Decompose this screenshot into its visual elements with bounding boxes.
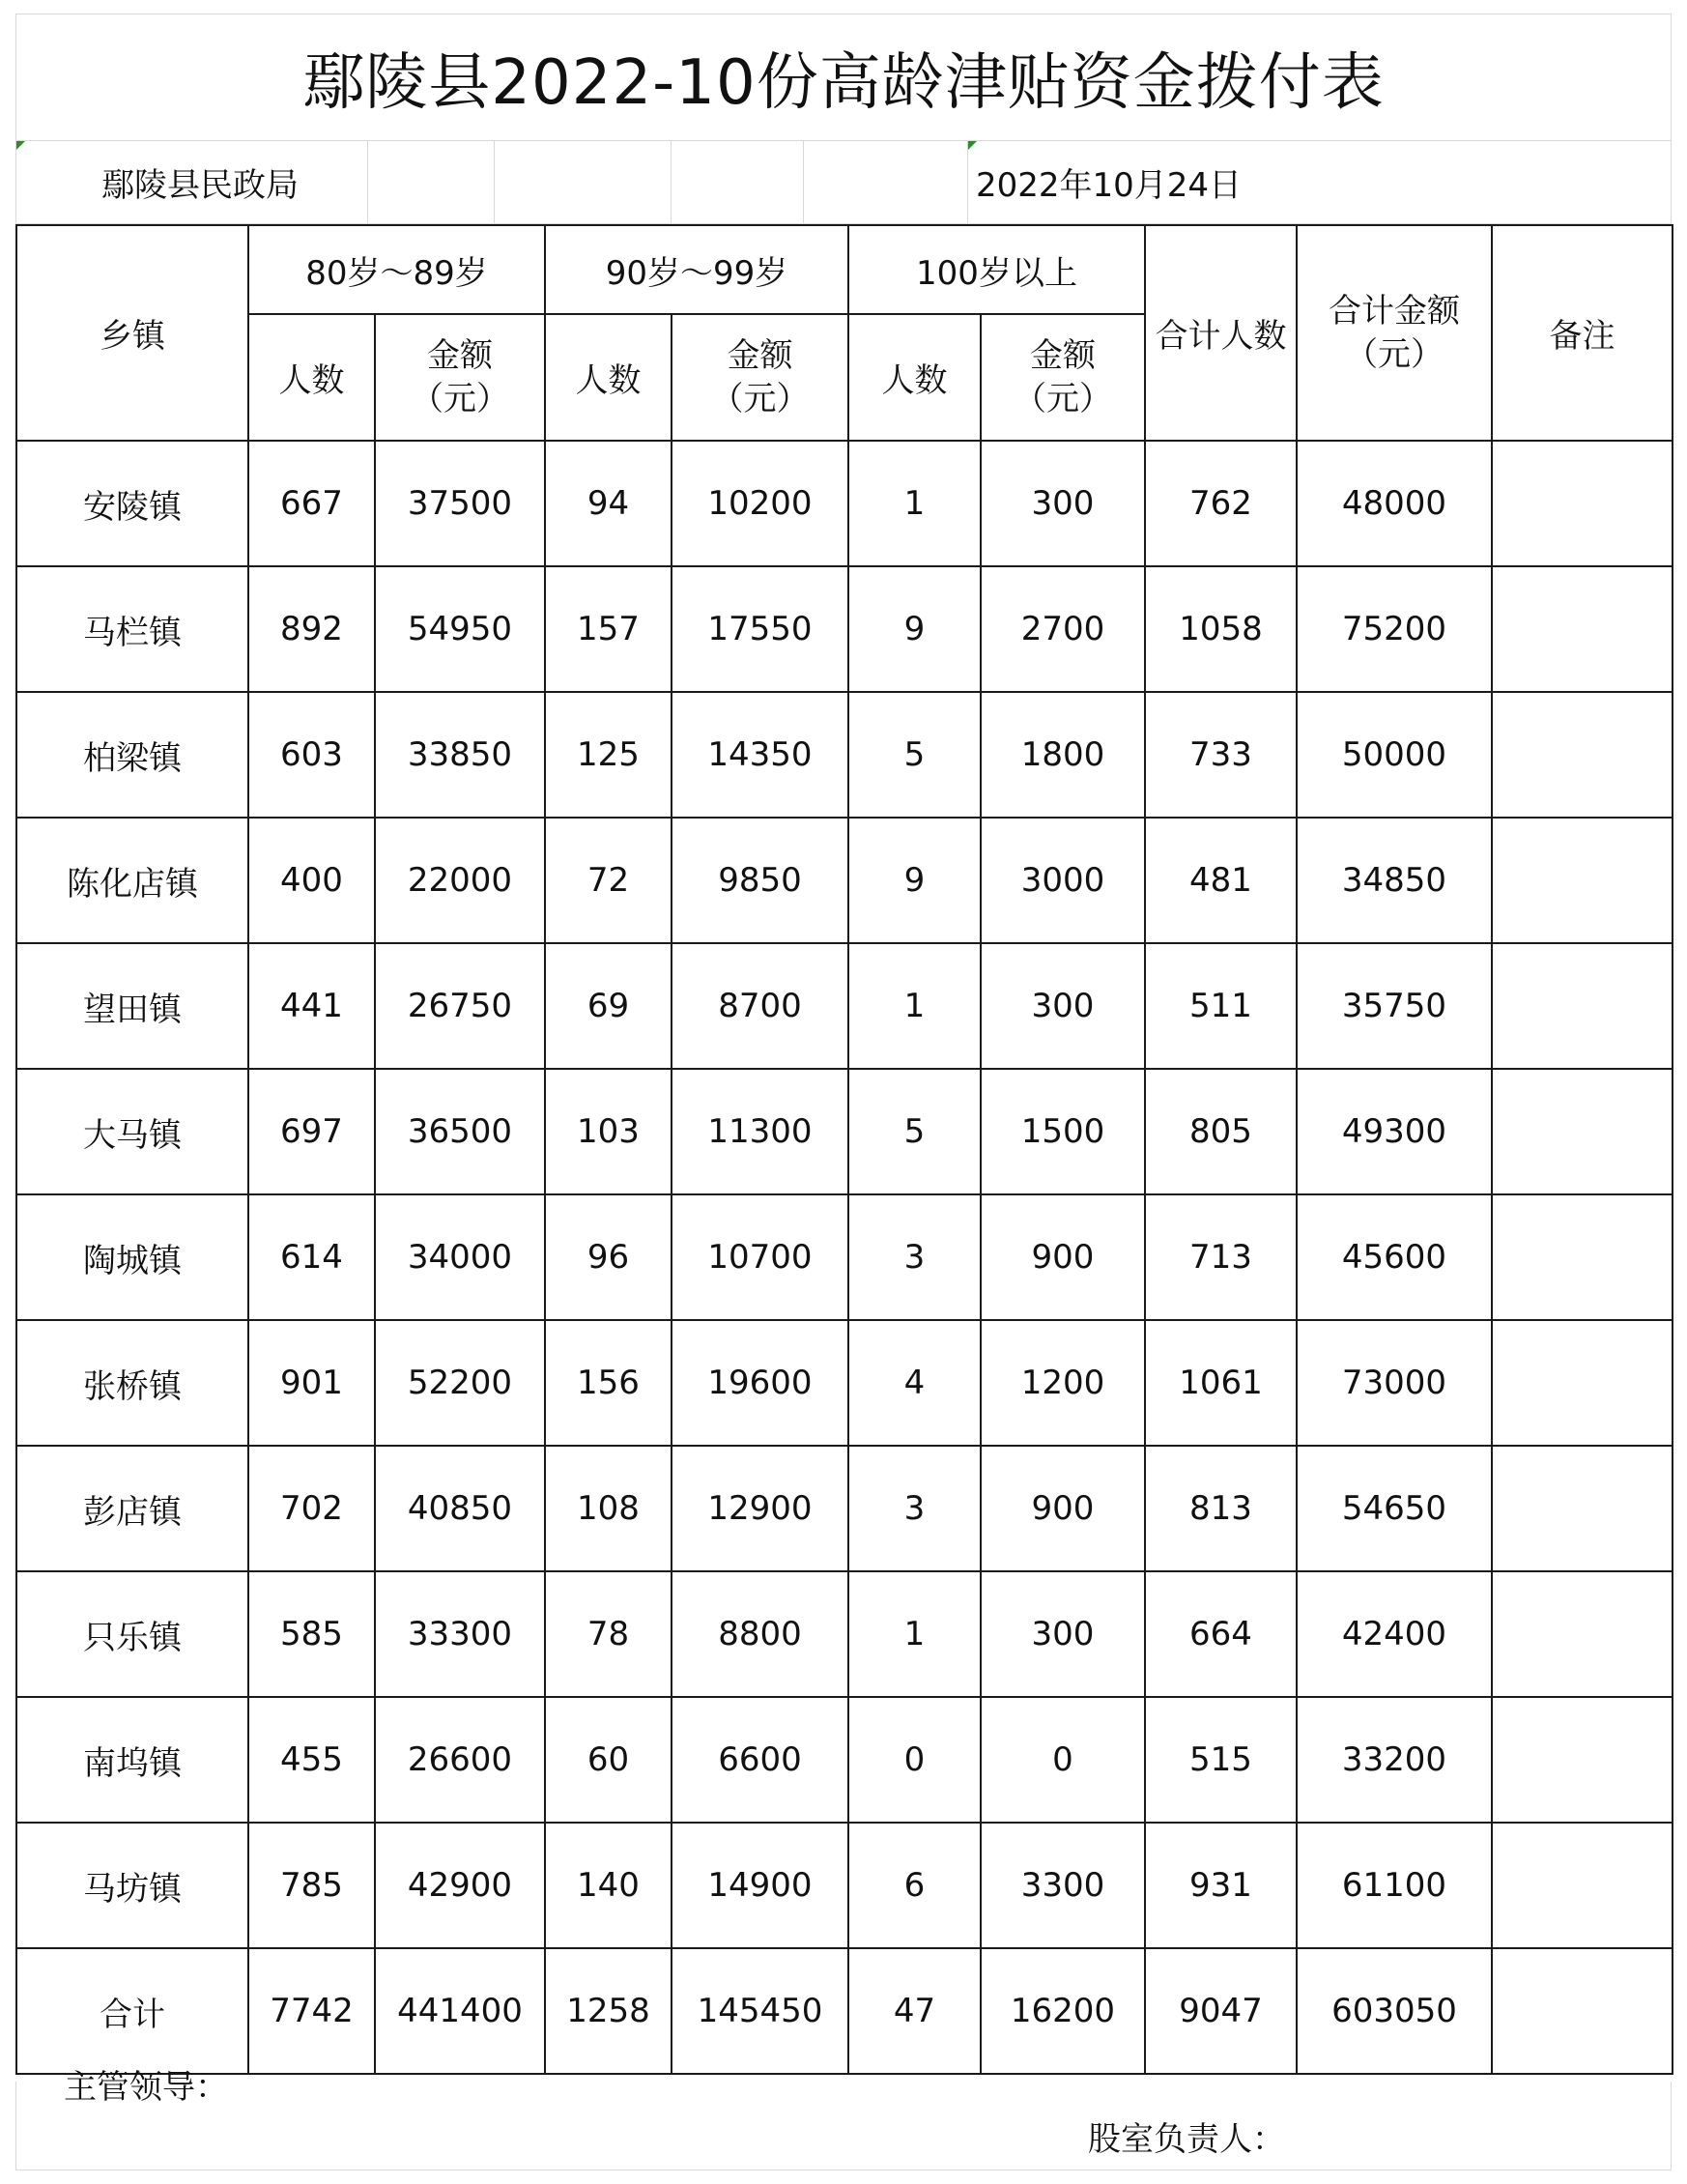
- table-row: [16, 818, 1673, 943]
- remarks-cell[interactable]: [1492, 692, 1673, 818]
- total-value-cell[interactable]: 441400: [375, 1948, 545, 2074]
- remarks-cell[interactable]: [1492, 1320, 1673, 1446]
- total-label-cell[interactable]: 合计: [16, 1948, 248, 2074]
- date-label: 2022年10月24日: [976, 166, 1243, 205]
- value-cell[interactable]: 664: [1145, 1571, 1297, 1697]
- header-row-1: [16, 225, 1673, 314]
- value-cell[interactable]: 140: [545, 1823, 672, 1948]
- value-cell[interactable]: 300: [981, 441, 1145, 566]
- value-cell[interactable]: 33200: [1297, 1697, 1492, 1823]
- value-cell[interactable]: 1: [848, 943, 981, 1069]
- town-cell[interactable]: 大马镇: [16, 1069, 248, 1194]
- town-cell[interactable]: 陶城镇: [16, 1194, 248, 1320]
- town-cell[interactable]: 彭店镇: [16, 1446, 248, 1571]
- table-row: [16, 441, 1673, 566]
- value-cell[interactable]: 3: [848, 1194, 981, 1320]
- table-row: [16, 1194, 1673, 1320]
- value-cell[interactable]: 455: [248, 1697, 375, 1823]
- town-cell[interactable]: 马坊镇: [16, 1823, 248, 1948]
- value-cell[interactable]: 11300: [672, 1069, 848, 1194]
- town-cell[interactable]: 望田镇: [16, 943, 248, 1069]
- total-value-cell[interactable]: 1258: [545, 1948, 672, 2074]
- header-group-80[interactable]: 80岁～89岁: [248, 225, 545, 314]
- value-cell[interactable]: 603: [248, 692, 375, 818]
- total-value-cell[interactable]: 603050: [1297, 1948, 1492, 2074]
- value-cell[interactable]: 75200: [1297, 566, 1492, 692]
- value-cell[interactable]: 702: [248, 1446, 375, 1571]
- total-value-cell[interactable]: 9047: [1145, 1948, 1297, 2074]
- section-head-signature-label: 股室负责人：: [1088, 2120, 1285, 2159]
- value-cell[interactable]: 0: [848, 1697, 981, 1823]
- town-cell[interactable]: 安陵镇: [16, 441, 248, 566]
- value-cell[interactable]: 762: [1145, 441, 1297, 566]
- empty-cell[interactable]: [494, 141, 671, 224]
- value-cell[interactable]: 52200: [375, 1320, 545, 1446]
- value-cell[interactable]: 33300: [375, 1571, 545, 1697]
- header-amount[interactable]: 金额 （元）: [672, 314, 848, 441]
- value-cell[interactable]: 481: [1145, 818, 1297, 943]
- value-cell[interactable]: 300: [981, 1571, 1145, 1697]
- remarks-cell[interactable]: [1492, 566, 1673, 692]
- value-cell[interactable]: 1061: [1145, 1320, 1297, 1446]
- value-cell[interactable]: 54650: [1297, 1446, 1492, 1571]
- spreadsheet-sheet: [15, 14, 1672, 2170]
- date-cell[interactable]: [967, 141, 1672, 224]
- value-cell[interactable]: 9: [848, 818, 981, 943]
- value-cell[interactable]: 73000: [1297, 1320, 1492, 1446]
- total-row: [16, 1948, 1673, 2074]
- value-cell[interactable]: 26600: [375, 1697, 545, 1823]
- value-cell[interactable]: 36500: [375, 1069, 545, 1194]
- value-cell[interactable]: 3000: [981, 818, 1145, 943]
- leader-signature-label: 主管领导：: [64, 2068, 228, 2107]
- info-row: [15, 141, 1672, 224]
- table-row: [16, 943, 1673, 1069]
- value-cell[interactable]: 60: [545, 1697, 672, 1823]
- value-cell[interactable]: 48000: [1297, 441, 1492, 566]
- header-group-100[interactable]: 100岁以上: [848, 225, 1145, 314]
- value-cell[interactable]: 441: [248, 943, 375, 1069]
- header-remarks[interactable]: 备注: [1492, 225, 1673, 441]
- value-cell[interactable]: 0: [981, 1697, 1145, 1823]
- value-cell[interactable]: 400: [248, 818, 375, 943]
- value-cell[interactable]: 42400: [1297, 1571, 1492, 1697]
- value-cell[interactable]: 42900: [375, 1823, 545, 1948]
- value-cell[interactable]: 10200: [672, 441, 848, 566]
- value-cell[interactable]: 49300: [1297, 1069, 1492, 1194]
- town-cell[interactable]: 张桥镇: [16, 1320, 248, 1446]
- remarks-cell[interactable]: [1492, 441, 1673, 566]
- value-cell[interactable]: 614: [248, 1194, 375, 1320]
- total-value-cell[interactable]: 47: [848, 1948, 981, 2074]
- town-cell[interactable]: 南坞镇: [16, 1697, 248, 1823]
- value-cell[interactable]: 2700: [981, 566, 1145, 692]
- header-township[interactable]: 乡镇: [16, 225, 248, 441]
- table-row: [16, 692, 1673, 818]
- table-row: [16, 1446, 1673, 1571]
- value-cell[interactable]: 72: [545, 818, 672, 943]
- value-cell[interactable]: 900: [981, 1194, 1145, 1320]
- value-cell[interactable]: 94: [545, 441, 672, 566]
- remarks-cell[interactable]: [1492, 1948, 1673, 2074]
- remarks-cell[interactable]: [1492, 818, 1673, 943]
- page-title: 鄢陵县2022-10份高龄津贴资金拨付表: [302, 47, 1385, 119]
- value-cell[interactable]: 8700: [672, 943, 848, 1069]
- table-row: [16, 1571, 1673, 1697]
- title-cell[interactable]: [15, 14, 1672, 141]
- subsidy-table: [15, 224, 1673, 2075]
- value-cell[interactable]: 900: [981, 1446, 1145, 1571]
- value-cell[interactable]: 50000: [1297, 692, 1492, 818]
- remarks-cell[interactable]: [1492, 1697, 1673, 1823]
- table-row: [16, 1697, 1673, 1823]
- value-cell[interactable]: 3: [848, 1446, 981, 1571]
- cell-marker-icon: [16, 141, 25, 150]
- header-people[interactable]: 人数: [248, 314, 375, 441]
- agency-label: 鄢陵县民政局: [101, 166, 299, 205]
- remarks-cell[interactable]: [1492, 1446, 1673, 1571]
- remarks-cell[interactable]: [1492, 1069, 1673, 1194]
- value-cell[interactable]: 1: [848, 1571, 981, 1697]
- value-cell[interactable]: 1200: [981, 1320, 1145, 1446]
- value-cell[interactable]: 697: [248, 1069, 375, 1194]
- value-cell[interactable]: 157: [545, 566, 672, 692]
- empty-cell[interactable]: [367, 141, 494, 224]
- header-group-90[interactable]: 90岁～99岁: [545, 225, 848, 314]
- town-cell[interactable]: 马栏镇: [16, 566, 248, 692]
- value-cell[interactable]: 515: [1145, 1697, 1297, 1823]
- empty-cell[interactable]: [671, 141, 803, 224]
- header-amount[interactable]: 金额 （元）: [375, 314, 545, 441]
- value-cell[interactable]: 34850: [1297, 818, 1492, 943]
- value-cell[interactable]: 3300: [981, 1823, 1145, 1948]
- value-cell[interactable]: 585: [248, 1571, 375, 1697]
- value-cell[interactable]: 40850: [375, 1446, 545, 1571]
- remarks-cell[interactable]: [1492, 943, 1673, 1069]
- table-row: [16, 1069, 1673, 1194]
- value-cell[interactable]: 19600: [672, 1320, 848, 1446]
- value-cell[interactable]: 892: [248, 566, 375, 692]
- footer-area: [15, 2082, 1672, 2170]
- total-value-cell[interactable]: 7742: [248, 1948, 375, 2074]
- value-cell[interactable]: 37500: [375, 441, 545, 566]
- value-cell[interactable]: 125: [545, 692, 672, 818]
- value-cell[interactable]: 78: [545, 1571, 672, 1697]
- value-cell[interactable]: 108: [545, 1446, 672, 1571]
- value-cell[interactable]: 35750: [1297, 943, 1492, 1069]
- agency-cell[interactable]: [15, 141, 367, 224]
- cell-marker-icon: [968, 141, 977, 150]
- value-cell[interactable]: 1500: [981, 1069, 1145, 1194]
- value-cell[interactable]: 667: [248, 441, 375, 566]
- header-amount[interactable]: 金额 （元）: [981, 314, 1145, 441]
- value-cell[interactable]: 14900: [672, 1823, 848, 1948]
- town-cell[interactable]: 陈化店镇: [16, 818, 248, 943]
- value-cell[interactable]: 813: [1145, 1446, 1297, 1571]
- value-cell[interactable]: 103: [545, 1069, 672, 1194]
- value-cell[interactable]: 54950: [375, 566, 545, 692]
- header-total-amount[interactable]: 合计金额 （元）: [1297, 225, 1492, 441]
- value-cell[interactable]: 1: [848, 441, 981, 566]
- value-cell[interactable]: 1800: [981, 692, 1145, 818]
- value-cell[interactable]: 931: [1145, 1823, 1297, 1948]
- total-value-cell[interactable]: 16200: [981, 1948, 1145, 2074]
- value-cell[interactable]: 5: [848, 692, 981, 818]
- table-row: [16, 1823, 1673, 1948]
- value-cell[interactable]: 733: [1145, 692, 1297, 818]
- value-cell[interactable]: 69: [545, 943, 672, 1069]
- value-cell[interactable]: 9: [848, 566, 981, 692]
- value-cell[interactable]: 156: [545, 1320, 672, 1446]
- value-cell[interactable]: 511: [1145, 943, 1297, 1069]
- remarks-cell[interactable]: [1492, 1571, 1673, 1697]
- remarks-cell[interactable]: [1492, 1823, 1673, 1948]
- table-row: [16, 1320, 1673, 1446]
- value-cell[interactable]: 17550: [672, 566, 848, 692]
- value-cell[interactable]: 14350: [672, 692, 848, 818]
- value-cell[interactable]: 61100: [1297, 1823, 1492, 1948]
- header-people[interactable]: 人数: [545, 314, 672, 441]
- remarks-cell[interactable]: [1492, 1194, 1673, 1320]
- value-cell[interactable]: 901: [248, 1320, 375, 1446]
- value-cell[interactable]: 6: [848, 1823, 981, 1948]
- header-people[interactable]: 人数: [848, 314, 981, 441]
- value-cell[interactable]: 785: [248, 1823, 375, 1948]
- value-cell[interactable]: 4: [848, 1320, 981, 1446]
- value-cell[interactable]: 9850: [672, 818, 848, 943]
- value-cell[interactable]: 1058: [1145, 566, 1297, 692]
- town-cell[interactable]: 只乐镇: [16, 1571, 248, 1697]
- value-cell[interactable]: 34000: [375, 1194, 545, 1320]
- town-cell[interactable]: 柏梁镇: [16, 692, 248, 818]
- value-cell[interactable]: 8800: [672, 1571, 848, 1697]
- value-cell[interactable]: 713: [1145, 1194, 1297, 1320]
- value-cell[interactable]: 96: [545, 1194, 672, 1320]
- value-cell[interactable]: 22000: [375, 818, 545, 943]
- value-cell[interactable]: 6600: [672, 1697, 848, 1823]
- value-cell[interactable]: 26750: [375, 943, 545, 1069]
- value-cell[interactable]: 12900: [672, 1446, 848, 1571]
- value-cell[interactable]: 45600: [1297, 1194, 1492, 1320]
- value-cell[interactable]: 805: [1145, 1069, 1297, 1194]
- value-cell[interactable]: 33850: [375, 692, 545, 818]
- value-cell[interactable]: 10700: [672, 1194, 848, 1320]
- header-total-people[interactable]: 合计人数: [1145, 225, 1297, 441]
- empty-cell[interactable]: [803, 141, 967, 224]
- total-value-cell[interactable]: 145450: [672, 1948, 848, 2074]
- value-cell[interactable]: 300: [981, 943, 1145, 1069]
- value-cell[interactable]: 5: [848, 1069, 981, 1194]
- table-row: [16, 566, 1673, 692]
